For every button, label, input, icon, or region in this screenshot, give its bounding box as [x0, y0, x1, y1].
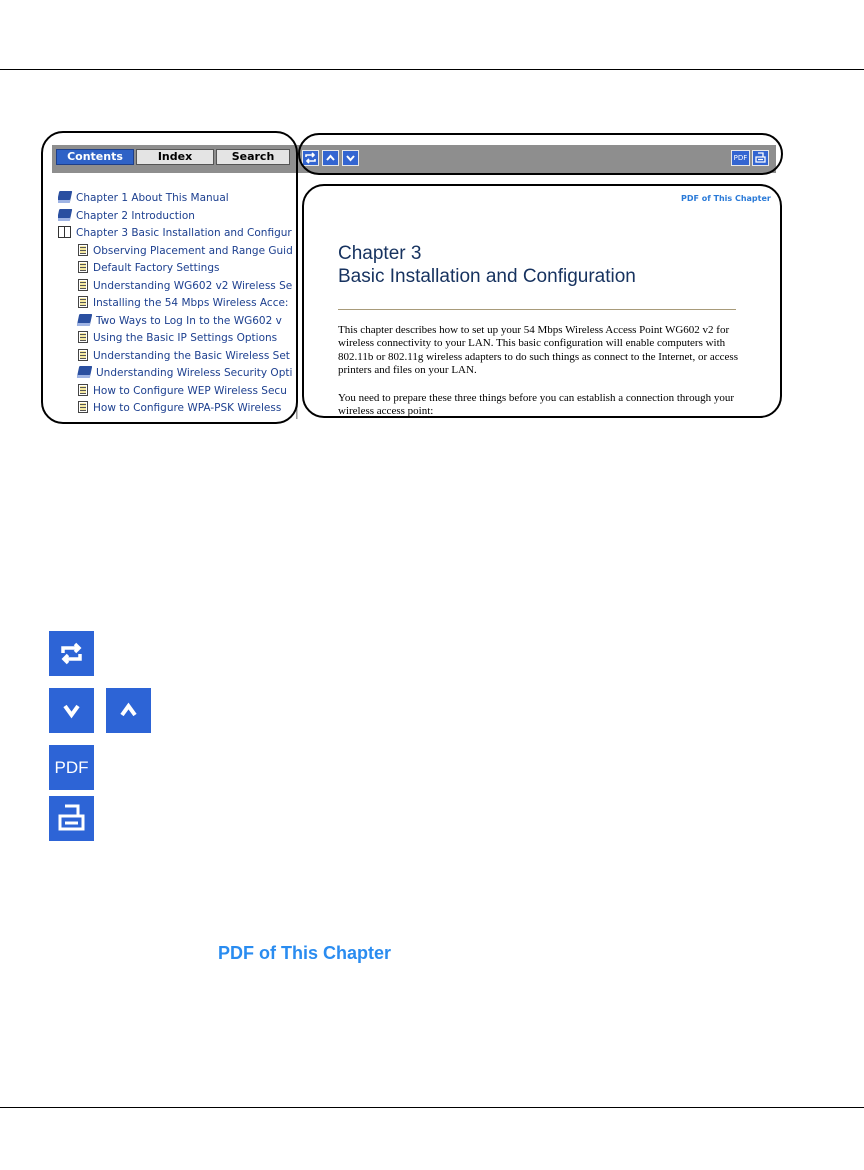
footer-rule [0, 1107, 864, 1108]
previous-topic-button-large [106, 688, 151, 733]
toc-item-label: Chapter 3 Basic Installation and Configur [76, 227, 292, 239]
tab-index[interactable]: Index [136, 149, 214, 165]
toolbar-callout [298, 133, 783, 175]
navigation-pane-callout [41, 131, 298, 424]
toc-item-label: Two Ways to Log In to the WG602 v [96, 314, 282, 327]
toc-item-label: Installing the 54 Mbps Wireless Acce: [93, 297, 289, 309]
toc-item-label: Chapter 1 About This Manual [76, 192, 229, 204]
chapter-number: Chapter 3 [338, 243, 422, 264]
pdf-button[interactable]: PDF [731, 150, 750, 166]
prep-paragraph: You need to prepare these three things before you can establish a connection through your wireless access point: [338, 392, 734, 418]
toc-item-label: How to Configure WPA-PSK Wireless [93, 402, 282, 414]
toc-item-label: Understanding WG602 v2 Wireless Se [93, 279, 293, 292]
pdf-button-large [49, 745, 94, 790]
toc-item-label: Default Factory Settings [93, 262, 220, 274]
toc-item-label: Using the Basic IP Settings Options [93, 332, 278, 344]
intro-paragraph: This chapter describes how to set up your 54 Mbps Wireless Access Point WG602 v2 for wireless connectivity to your LAN. This basic configuration will enable computers with 802.11b or 802.11g wireless adapters to do such things as connect to the Internet, or access printers and files on your LAN. [338, 324, 738, 376]
tab-search[interactable]: Search [216, 149, 290, 165]
header-rule [0, 69, 864, 70]
sync-button-large [49, 631, 94, 676]
pdf-of-chapter-link[interactable]: PDF of This Chapter [681, 194, 771, 203]
printer-icon [49, 796, 94, 841]
next-topic-button-large [49, 688, 94, 733]
pdf-of-chapter-link-enlarged: PDF of This Chapter [218, 943, 392, 963]
content-pane-callout [302, 184, 782, 418]
toc-item-label: Observing Placement and Range Guid [93, 244, 293, 257]
toc-item-label: Chapter 2 Introduction [76, 209, 195, 222]
chevron-down-icon [49, 688, 94, 733]
chevron-up-icon [106, 688, 151, 733]
toc-item-label: Understanding Wireless Security Opti [96, 367, 293, 379]
toc-item-label: How to Configure WEP Wireless Secu [93, 384, 287, 397]
toc-item-label: Understanding the Basic Wireless Set [93, 349, 290, 362]
chapter-title: Basic Installation and Configuration [338, 266, 636, 287]
tab-contents[interactable]: Contents [56, 149, 134, 165]
sync-icon [49, 631, 94, 676]
print-button-large [49, 796, 94, 841]
pdf-label: PDF [54, 758, 89, 777]
